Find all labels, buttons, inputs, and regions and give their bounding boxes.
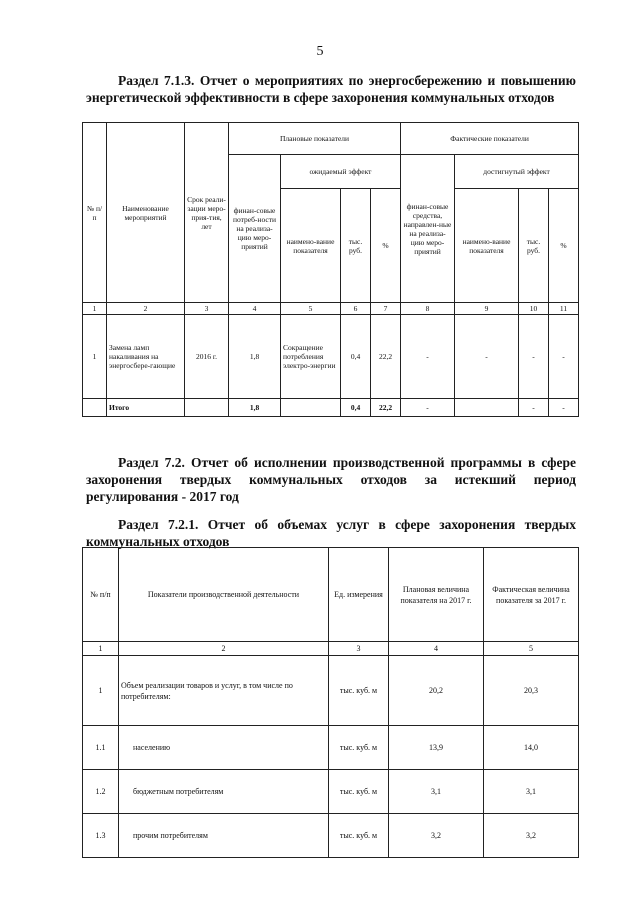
header-unit: Ед. измерения — [329, 548, 389, 642]
cell-planned: 3,2 — [389, 814, 484, 858]
col-number: 4 — [389, 642, 484, 656]
cell-no: 1.3 — [83, 814, 119, 858]
header-actual: Фактическая величина показателя за 2017 г. — [484, 548, 579, 642]
cell-no: 1.1 — [83, 726, 119, 770]
page-number: 5 — [316, 44, 324, 59]
col-number: 10 — [519, 303, 549, 315]
header-pct: % — [371, 189, 401, 303]
col-number: 6 — [341, 303, 371, 315]
section-heading-7-1-3 — [86, 72, 576, 106]
cell-indicator: бюджетным потребителям — [119, 770, 329, 814]
cell-thous-rub: 0,4 — [341, 315, 371, 399]
header-expected: ожидаемый эффект — [281, 155, 401, 189]
cell-fin-means: - — [401, 399, 455, 417]
heading-prefix: Раздел — [118, 517, 159, 532]
col-number: 7 — [371, 303, 401, 315]
header-no: № п/п — [83, 123, 107, 303]
cell-actual: 3,2 — [484, 814, 579, 858]
cell-no — [83, 399, 107, 417]
col-number: 1 — [83, 642, 119, 656]
cell-indicator: - — [455, 315, 519, 399]
header-pct: % — [549, 189, 579, 303]
heading-text: 7.2.1. Отчет об объемах услуг в сфере захоронения твердых коммунальных отходов — [86, 517, 577, 549]
cell-pct: - — [549, 399, 579, 417]
header-thous-rub: тыс. руб. — [519, 189, 549, 303]
cell-planned: 13,9 — [389, 726, 484, 770]
cell-unit: тыс. куб. м — [329, 656, 389, 726]
cell-term: 2016 г. — [185, 315, 229, 399]
table-row — [83, 726, 579, 770]
col-number: 8 — [401, 303, 455, 315]
section-heading-7-2-1 — [86, 516, 576, 550]
table-total-row — [83, 399, 579, 417]
cell-name: Замена ламп накаливания на энергосбере-гающие — [107, 315, 185, 399]
col-number: 4 — [229, 303, 281, 315]
header-fin-needs: финан-совые потреб-ности на реализа-цию меро-приятий — [229, 155, 281, 303]
section-heading-7-2 — [86, 454, 576, 505]
header-fin-means: финан-совые средства, направлен-ные на реализа-цию меро-приятий — [401, 155, 455, 303]
col-number: 5 — [484, 642, 579, 656]
cell-pct: 22,2 — [371, 399, 401, 417]
cell-term — [185, 399, 229, 417]
cell-no: 1 — [83, 315, 107, 399]
header-achieved: достигнутый эффект — [455, 155, 579, 189]
cell-unit: тыс. куб. м — [329, 814, 389, 858]
cell-indicator: Сокращение потребления электро-энергии — [281, 315, 341, 399]
cell-total-label: Итого — [107, 399, 185, 417]
col-number: 5 — [281, 303, 341, 315]
col-number: 2 — [107, 303, 185, 315]
cell-fin-needs: 1,8 — [229, 399, 281, 417]
cell-actual: 3,1 — [484, 770, 579, 814]
cell-fin-means: - — [401, 315, 455, 399]
cell-indicator: Объем реализации товаров и услуг, в том числе по потребителям: — [119, 656, 329, 726]
header-name: Наименование мероприятий — [107, 123, 185, 303]
cell-no: 1.2 — [83, 770, 119, 814]
table-row — [83, 315, 579, 399]
col-number: 3 — [185, 303, 229, 315]
heading-text: 7.1.3. Отчет о мероприятиях по энергосбережению и повышению энергетической эффективности в сфере захоронения коммунальных отходов — [86, 73, 577, 105]
header-indicator-name: наимено-вание показателя — [281, 189, 341, 303]
services-volume-table — [82, 547, 579, 858]
cell-actual: 20,3 — [484, 656, 579, 726]
cell-planned: 3,1 — [389, 770, 484, 814]
cell-unit: тыс. куб. м — [329, 770, 389, 814]
cell-unit: тыс. куб. м — [329, 726, 389, 770]
cell-thous-rub: - — [519, 315, 549, 399]
col-number: 2 — [119, 642, 329, 656]
heading-text: 7.2. Отчет об исполнении производственной программы в сфере захоронения твердых коммунальных отходов за истекший период регулирования - 2017 год — [86, 455, 576, 504]
cell-indicator: населению — [119, 726, 329, 770]
cell-pct: 22,2 — [371, 315, 401, 399]
table-row — [83, 814, 579, 858]
cell-thous-rub: 0,4 — [341, 399, 371, 417]
heading-prefix: Раздел — [118, 455, 159, 470]
cell-indicator — [455, 399, 519, 417]
header-actual: Фактические показатели — [401, 123, 579, 155]
header-term: Срок реали-зации меро-прия-тия, лет — [185, 123, 229, 303]
header-no: № п/п — [83, 548, 119, 642]
header-planned: Плановая величина показателя на 2017 г. — [389, 548, 484, 642]
cell-planned: 20,2 — [389, 656, 484, 726]
header-thous-rub: тыс. руб. — [341, 189, 371, 303]
heading-prefix: Раздел — [118, 73, 159, 88]
header-planned: Плановые показатели — [229, 123, 401, 155]
energy-saving-table — [82, 122, 579, 417]
cell-actual: 14,0 — [484, 726, 579, 770]
col-number: 9 — [455, 303, 519, 315]
header-indicator-name: наимено-вание показателя — [455, 189, 519, 303]
cell-fin-needs: 1,8 — [229, 315, 281, 399]
table-row — [83, 656, 579, 726]
col-number: 1 — [83, 303, 107, 315]
col-number: 11 — [549, 303, 579, 315]
cell-indicator: прочим потребителям — [119, 814, 329, 858]
cell-indicator — [281, 399, 341, 417]
cell-thous-rub: - — [519, 399, 549, 417]
table-row — [83, 770, 579, 814]
cell-pct: - — [549, 315, 579, 399]
col-number: 3 — [329, 642, 389, 656]
cell-no: 1 — [83, 656, 119, 726]
header-indicator: Показатели производственной деятельности — [119, 548, 329, 642]
